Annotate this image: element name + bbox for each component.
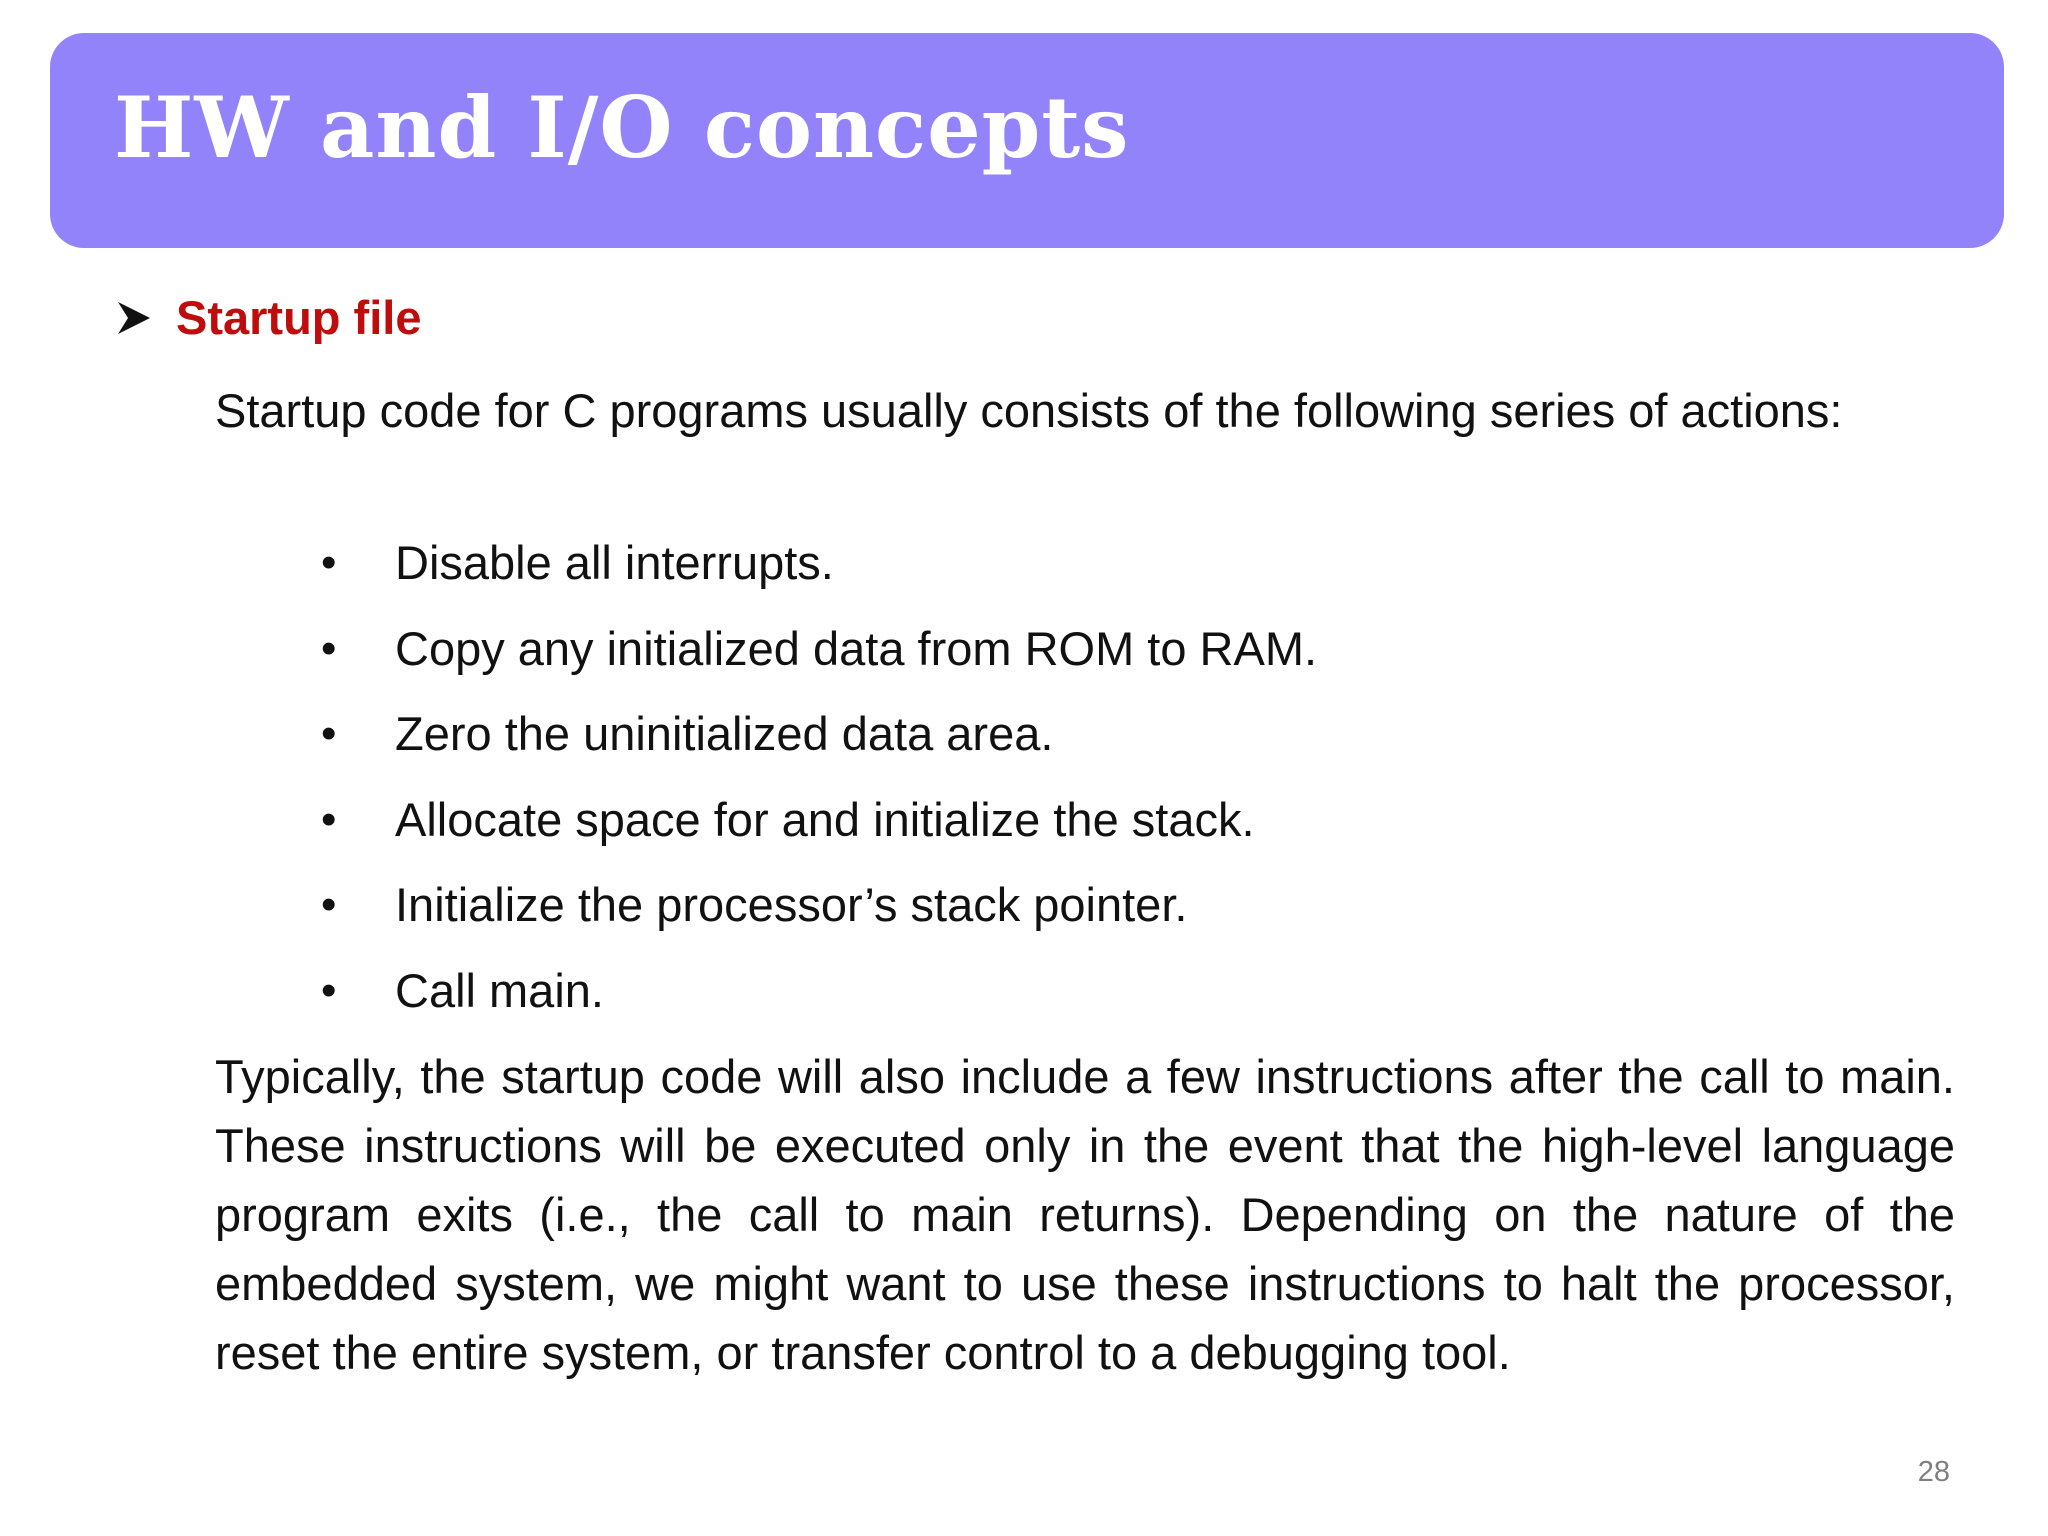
- bullet-dot-icon: •: [321, 623, 337, 673]
- bullet-dot-icon: •: [321, 538, 337, 587]
- page-number: 28: [1917, 1456, 1950, 1488]
- list-item: [215, 785, 1317, 871]
- list-item: [215, 870, 1317, 956]
- bullet-dot-icon: •: [321, 709, 337, 758]
- bullet-dot-icon: •: [321, 880, 337, 929]
- section-heading-text: Startup file: [176, 291, 422, 344]
- action-list: [215, 528, 1317, 1041]
- list-item: [215, 528, 1317, 614]
- list-item-text: Initialize the processor’s stack pointer.: [395, 878, 1188, 931]
- slide-title: HW and I/O concepts: [114, 78, 1130, 177]
- list-item-text: Zero the uninitialized data area.: [395, 707, 1054, 760]
- list-item-text: Copy any initialized data from ROM to RAM.: [395, 621, 1318, 675]
- list-item: [215, 699, 1317, 785]
- bullet-dot-icon: •: [321, 794, 337, 844]
- list-item-text: Allocate space for and initialize the stack.: [395, 792, 1255, 846]
- closing-paragraph: Typically, the startup code will also include a few instructions after the call to main. These instructions will be executed only in the event that the high-level language program exits (i.e., the call to main returns). Depending on the nature of the embedded system, we might want to use these instructions to halt the processor, reset the entire system, or transfer control to a debugging tool.: [215, 1050, 1955, 1379]
- section-heading: [114, 290, 421, 345]
- list-item-text: Disable all interrupts.: [395, 536, 834, 589]
- intro-paragraph: Startup code for C programs usually consists of the following series of actions:: [215, 384, 1843, 437]
- list-item: [215, 956, 1317, 1042]
- list-item-text: Call main.: [395, 963, 604, 1017]
- list-item: [215, 614, 1317, 700]
- bullet-dot-icon: •: [321, 965, 337, 1015]
- arrow-bullet-icon: [114, 298, 154, 338]
